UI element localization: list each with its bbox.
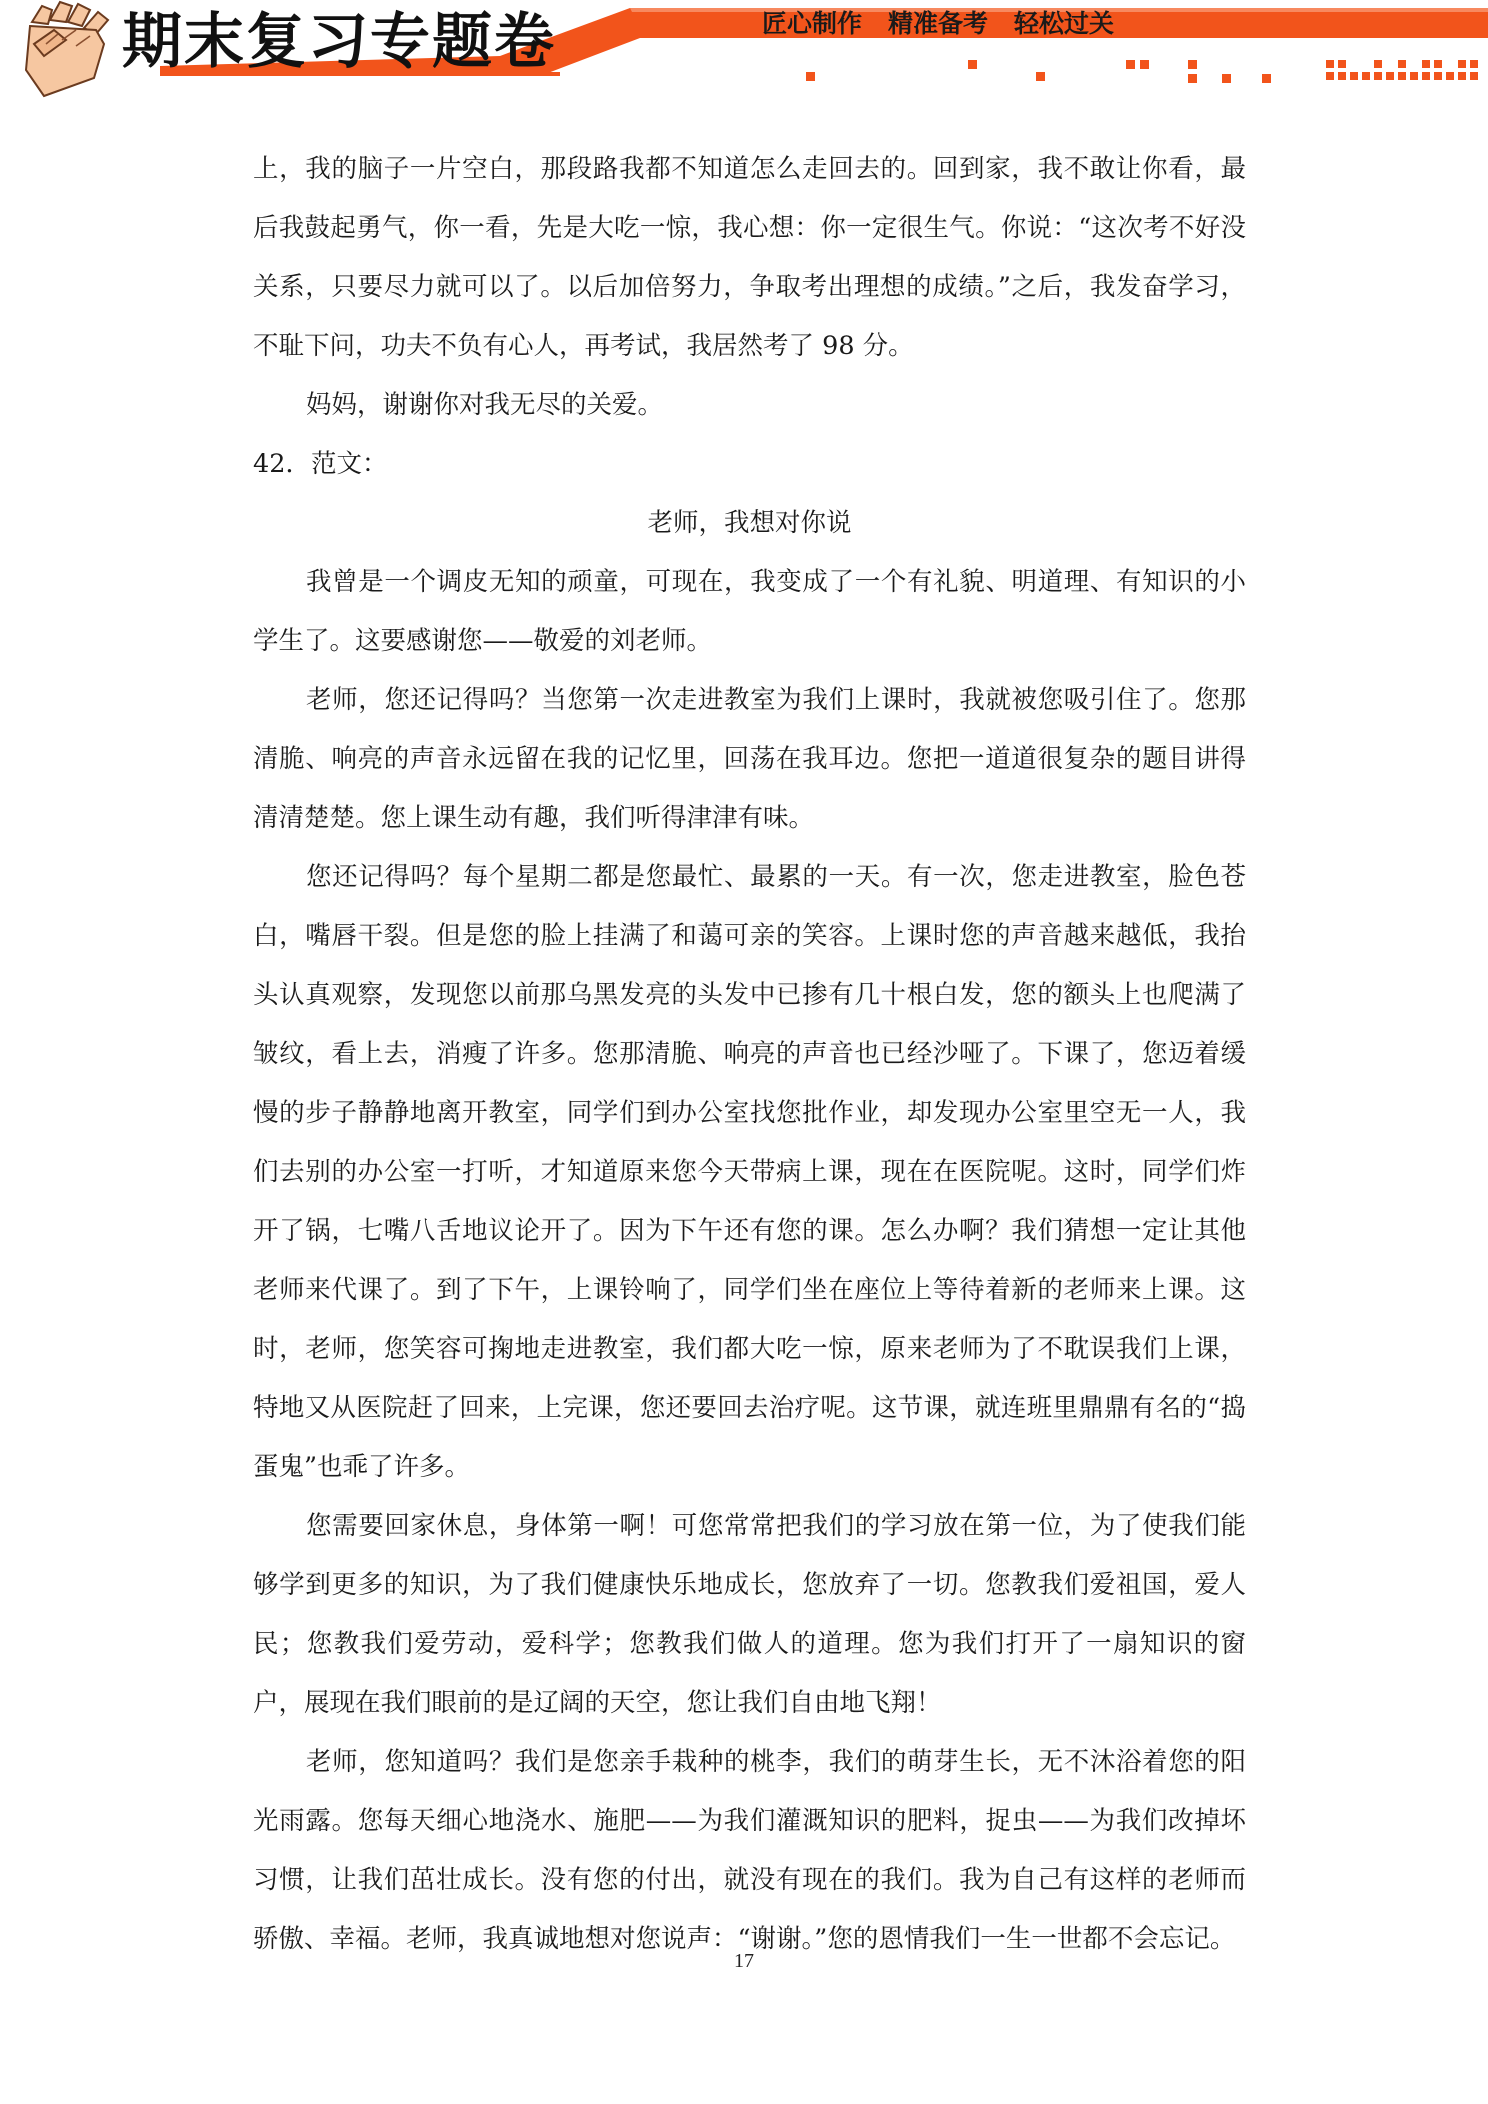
header-decorative-squares (806, 60, 1478, 83)
page-header (0, 0, 1488, 100)
paragraph-closing: 妈妈，谢谢你对我无尽的关爱。 (306, 390, 664, 420)
essay-paragraph: 我曾是一个调皮无知的顽童，可现在，我变成了一个有礼貌、明道理、有知识的小学生了。这要感谢您——敬爱的刘老师。 (253, 567, 1246, 656)
header-title: 期末复习专题卷 (122, 7, 556, 77)
essay-paragraph: 您需要回家休息，身体第一啊！可您常常把我们的学习放在第一位，为了使我们能够学到更多的知识，为了我们健康快乐地成长，您放弃了一切。您教我们爱祖国，爱人民；您教我们爱劳动，爱科学；您教我们做人的道理。您为我们打开了一扇知识的窗户，展现在我们眼前的是辽阔的天空，您让我们自由地飞翔！ (253, 1511, 1246, 1718)
slogan-3: 轻松过关 (1014, 9, 1115, 38)
essay-paragraph: 老师，您知道吗？我们是您亲手栽种的桃李，我们的萌芽生长，无不沐浴着您的阳光雨露。您每天细心地浇水、施肥——为我们灌溉知识的肥料，捉虫——为我们改掉坏习惯，让我们茁壮成长。没有您的付出，就没有现在的我们。我为自己有这样的老师而骄傲、幸福。老师，我真诚地想对您说声：“谢谢。”您的恩情我们一生一世都不会忘记。 (253, 1747, 1246, 1954)
paragraph-continued: 上，我的脑子一片空白，那段路我都不知道怎么走回去的。回到家，我不敢让你看，最后我鼓起勇气，你一看，先是大吃一惊，我心想：你一定很生气。你说：“这次考不好没关系，只要尽力就可以了。以后加倍努力，争取考出理想的成绩。”之后，我发奋学习，不耻下问，功夫不负有心人，再考试，我居然考了 98 分。 (253, 154, 1246, 361)
page-content (253, 140, 1246, 1969)
essay-paragraph: 您还记得吗？每个星期二都是您最忙、最累的一天。有一次，您走进教室，脸色苍白，嘴唇干裂。但是您的脸上挂满了和蔼可亲的笑容。上课时您的声音越来越低，我抬头认真观察，发现您以前那乌黑发亮的头发中已掺有几十根白发，您的额头上也爬满了皱纹，看上去，消瘦了许多。您那清脆、响亮的声音也已经沙哑了。下课了，您迈着缓慢的步子静静地离开教室，同学们到办公室找您批作业，却发现办公室里空无一人，我们去别的办公室一打听，才知道原来您今天带病上课，现在在医院呢。这时，同学们炸开了锅，七嘴八舌地议论开了。因为下午还有您的课。怎么办啊？我们猜想一定让其他老师来代课了。到了下午，上课铃响了，同学们坐在座位上等待着新的老师来上课。这时，老师，您笑容可掬地走进教室，我们都大吃一惊，原来老师为了不耽误我们上课，特地又从医院赶了回来，上完课，您还要回去治疗呢。这节课，就连班里鼎鼎有名的“捣蛋鬼”也乖了许多。 (253, 862, 1246, 1482)
slogan-1: 匠心制作 (762, 9, 863, 38)
essay-paragraph: 老师，您还记得吗？当您第一次走进教室为我们上课时，我就被您吸引住了。您那清脆、响亮的声音永远留在我的记忆里，回荡在我耳边。您把一道道很复杂的题目讲得清清楚楚。您上课生动有趣，我们听得津津有味。 (253, 685, 1246, 833)
slogan-2: 精准备考 (888, 9, 989, 38)
item-label: 42．范文： (253, 449, 388, 479)
fist-icon (14, 0, 122, 100)
header-slogan (762, 8, 1140, 40)
page-number: 17 (734, 1950, 754, 1972)
essay-title: 老师，我想对你说 (647, 508, 852, 538)
